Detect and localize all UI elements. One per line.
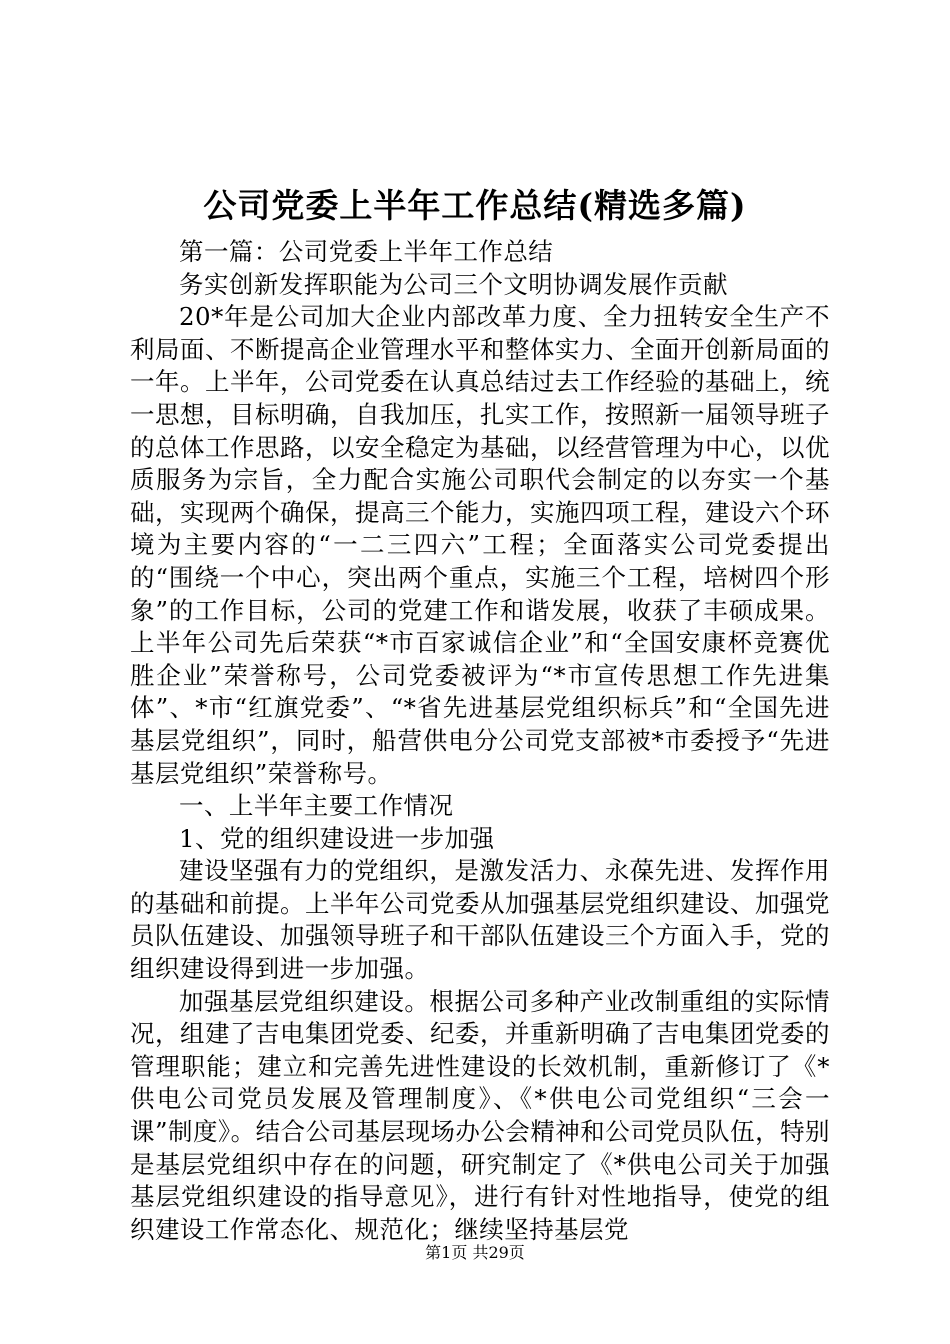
body-paragraph-intro: 20*年是公司加大企业内部改革力度、全力扭转安全生产不利局面、不断提高企业管理水平和整体实力、全面开创新局面的一年。上半年，公司党委在认真总结过去工作经验的基础上，统一思想，目标明确，自我加压，扎实工作，按照新一届领导班子的总体工作思路，以安全稳定为基础，以经营管理为中心，以优质服务为宗旨，全力配合实施公司职代会制定的以夯实一个基础，实现两个确保，提高三个能力，实施四项工程，建设六个环境为主要内容的“一二三四六”工程；全面落实公司党委提出的“围绕一个中心，突出两个重点，实施三个工程，培树四个形象”的工作目标，公司的党建工作和谐发展，收获了丰硕成果。上半年公司先后荣获“*市百家诚信企业”和“全国安康杯竞赛优胜企业”荣誉称号，公司党委被评为“*市宣传思想工作先进集体”、*市“红旗党委”、“*省先进基层党组织标兵”和“全国先进基层党组织”，同时，船营供电分公司党支部被*市委授予“先进基层党组织”荣誉称号。 [130, 302, 830, 788]
subtitle-line: 务实创新发挥职能为公司三个文明协调发展作贡献 [179, 269, 728, 299]
section-heading-main-work: 一、上半年主要工作情况 [179, 791, 454, 821]
section-heading-part-one: 第一篇：公司党委上半年工作总结 [179, 237, 554, 266]
document-body [130, 236, 830, 1246]
body-paragraph-grassroots: 加强基层党组织建设。根据公司多种产业改制重组的实际情况，组建了吉电集团党委、纪委，并重新明确了吉电集团党委的管理职能；建立和完善先进性建设的长效机制，重新修订了《*供电公司党员发展及管理制度》、《*供电公司党组织“三会一课”制度》。结合公司基层现场办公会精神和公司党员队伍，特别是基层党组织中存在的问题，研究制定了《*供电公司关于加强基层党组织建设的指导意见》，进行有针对性地指导，使党的组织建设工作常态化、规范化；继续坚持基层党 [130, 986, 830, 1244]
page-number-footer: 第1页 共29页 [425, 1243, 525, 1262]
subsection-heading-organization: 1、党的组织建设进一步加强 [179, 823, 495, 853]
document-title: 公司党委上半年工作总结(精选多篇) [203, 186, 747, 225]
body-paragraph-organization: 建设坚强有力的党组织，是激发活力、永葆先进、发挥作用的基础和前提。上半年公司党委从加强基层党组织建设、加强党员队伍建设、加强领导班子和干部队伍建设三个方面入手，党的组织建设得到进一步加强。 [130, 856, 830, 984]
